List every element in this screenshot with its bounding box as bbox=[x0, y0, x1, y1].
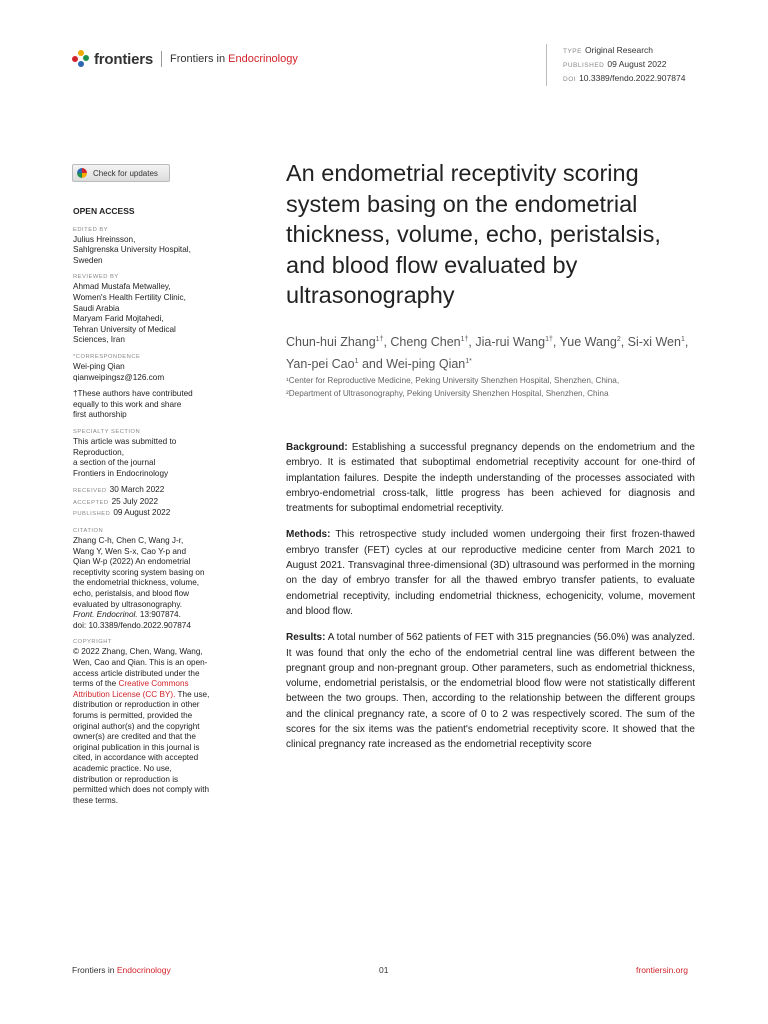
frontiers-logo-icon bbox=[72, 50, 90, 68]
header-divider bbox=[161, 51, 162, 67]
reviewed-by: Ahmad Mustafa Metwalley, Women's Health Fertility Clinic, Saudi Arabia Maryam Farid Mojtahedi, Tehran University of Medical Sciences, Iran bbox=[73, 282, 186, 345]
author-affiliation-mark: 1† bbox=[545, 336, 553, 343]
article-published: PUBLISHED 09 August 2022 bbox=[563, 59, 667, 69]
check-for-updates-button[interactable]: Check for updates bbox=[72, 164, 170, 182]
update-check-icon bbox=[77, 168, 87, 178]
citation-label: CITATION bbox=[73, 528, 104, 535]
author-affiliation-mark: 1† bbox=[375, 336, 384, 343]
author-name[interactable]: Jia-rui Wang bbox=[475, 335, 546, 350]
author-separator: , bbox=[684, 335, 689, 350]
dates: RECEIVED 30 March 2022 ACCEPTED 25 July 2022 PUBLISHED 09 August 2022 bbox=[73, 485, 171, 518]
citation: Zhang C-h, Chen C, Wang J-r, Wang Y, Wen S-x, Cao Y-p and Qian W-p (2022) An endometrial receptivity scoring system basing on the endometrial thickness, volume, echo, peristalsis, and blood flow evaluated by ultrasonography. Front. Endocrinol. 13:907874. doi: 10.3389/fendo.2022.907874 bbox=[73, 536, 241, 631]
abstract-methods: Methods: This retrospective study included women undergoing their first frozen-thawed embryo transfer (FET) cycles at our reproductive medicine center from March 2021 to August 2021. Transvaginal three-dimensional (3D) ultrasound was performed in the morning on the day of embryo transfer for all the thawed embryo transfer patients, to evaluate endometrial receptivity, including endometrial thickness, echogenicity, volume, movement and blood flow. bbox=[286, 529, 695, 617]
author-separator: , bbox=[620, 335, 628, 350]
author-name[interactable]: Yan-pei Cao bbox=[286, 357, 355, 372]
specialty-section-label: SPECIALTY SECTION bbox=[73, 428, 141, 435]
footer-site-link[interactable]: frontiersin.org bbox=[636, 965, 688, 975]
affiliations bbox=[286, 375, 706, 400]
author-name[interactable]: Chun-hui Zhang bbox=[286, 335, 376, 350]
author-separator: , bbox=[383, 335, 391, 350]
author-affiliation-mark: 1 bbox=[680, 336, 685, 343]
author-separator: and bbox=[358, 357, 387, 372]
specialty-section: This article was submitted to Reproduction, a section of the journal Frontiers in Endocrinology bbox=[73, 436, 177, 478]
author-list bbox=[286, 330, 706, 374]
reviewed-by-label: REVIEWED BY bbox=[73, 274, 119, 281]
affiliation-2: ²Department of Ultrasonography, Peking University Shenzhen Hospital, Shenzhen, China bbox=[286, 388, 609, 398]
affiliation-1: ¹Center for Reproductive Medicine, Peking University Shenzhen Hospital, Shenzhen, China, bbox=[286, 376, 620, 385]
open-access-label: OPEN ACCESS bbox=[73, 206, 135, 216]
author-name[interactable]: Yue Wang bbox=[559, 335, 617, 350]
correspondence: Wei-ping Qian qianweipingsz@126.com bbox=[73, 362, 241, 383]
article-type: TYPE Original Research bbox=[563, 45, 654, 55]
abstract bbox=[286, 440, 695, 764]
edited-by-label: EDITED BY bbox=[73, 226, 109, 233]
sidebar-info bbox=[73, 206, 241, 806]
correspondence-label: *CORRESPONDENCE bbox=[73, 353, 141, 360]
author-affiliation-mark: 1 bbox=[354, 358, 359, 366]
contribution-note: †These authors have contributed equally to this work and share first authorship bbox=[73, 389, 193, 420]
abstract-results: Results: A total number of 562 patients of FET with 315 pregnancies (56.0%) was analyzed. It was found that only the echo of the endometrial central line was different between the pregnant group and non-pregnant group. Other parameters, such as endometrial thickness, volume, endometrial peristalsis, or the endometrial blood flow were not statistically different between the two groups. Then, according to the relationship between the different groups and the clinical pregnancy rate, a score of 0 to 2 was respectively scored. The sum of the scores for the six items was the patient's endometrial receptivity score. It showed that the clinical pregnancy rate increased as the endometrial receptivity score bbox=[286, 632, 695, 751]
footer-journal[interactable]: Frontiers in Endocrinology bbox=[72, 965, 171, 975]
article-title: An endometrial receptivity scoring system basing on the endometrial thickness, volume, echo, peristalsis, and blood flow evaluated by ultrasonography bbox=[286, 160, 661, 308]
cc-license-link-2[interactable]: Attribution License (CC BY). bbox=[73, 689, 176, 699]
frontiers-logo[interactable] bbox=[72, 50, 298, 68]
copyright-label: COPYRIGHT bbox=[73, 639, 112, 646]
copyright: © 2022 Zhang, Chen, Wang, Wang, Wen, Cao and Qian. This is an open- access article distributed under the terms of the Creative Commons Attribution License (CC BY). The use, distribution or reproduction in other forums is permitted, provided the original author(s) and the copyright owner(s) are credited and that the original publication in this journal is cited, in accordance with accepted academic practice. No use, distribution or reproduction is permitted which does not comply with these terms. bbox=[73, 647, 210, 805]
author-separator: , bbox=[552, 335, 560, 350]
author-name[interactable]: Wei-ping Qian bbox=[386, 357, 466, 372]
edited-by: Julius Hreinsson, Sahlgrenska University Hospital, Sweden bbox=[73, 234, 191, 265]
citation-doi[interactable]: doi: 10.3389/fendo.2022.907874 bbox=[73, 620, 191, 630]
article-meta bbox=[546, 44, 685, 86]
cc-license-link[interactable]: Creative Commons bbox=[118, 679, 189, 689]
author-affiliation-mark: 1* bbox=[465, 358, 472, 366]
brand-name: frontiers bbox=[94, 50, 154, 68]
author-affiliation-mark: 2 bbox=[616, 336, 621, 343]
abstract-background: Background: Establishing a successful pregnancy depends on the endometrium and the embryo. It is estimated that suboptimal endometrial receptivity account for one-third of implantation failures. Despite the indepth understanding of the processes associated with embryo-endometrial cross-talk, little progress has been achieved for diagnosis and treatments for suboptimal endometrial receptivity. bbox=[286, 442, 695, 515]
article-doi[interactable]: DOI 10.3389/fendo.2022.907874 bbox=[563, 73, 686, 83]
author-name[interactable]: Cheng Chen bbox=[390, 335, 461, 350]
author-name[interactable]: Si-xi Wen bbox=[627, 335, 681, 350]
page-number: 01 bbox=[379, 965, 389, 975]
correspondence-email[interactable]: qianweipingsz@126.com bbox=[73, 372, 165, 382]
author-affiliation-mark: 1† bbox=[460, 336, 469, 343]
journal-name[interactable]: Frontiers in Endocrinology bbox=[170, 53, 298, 65]
author-separator: , bbox=[468, 335, 476, 350]
